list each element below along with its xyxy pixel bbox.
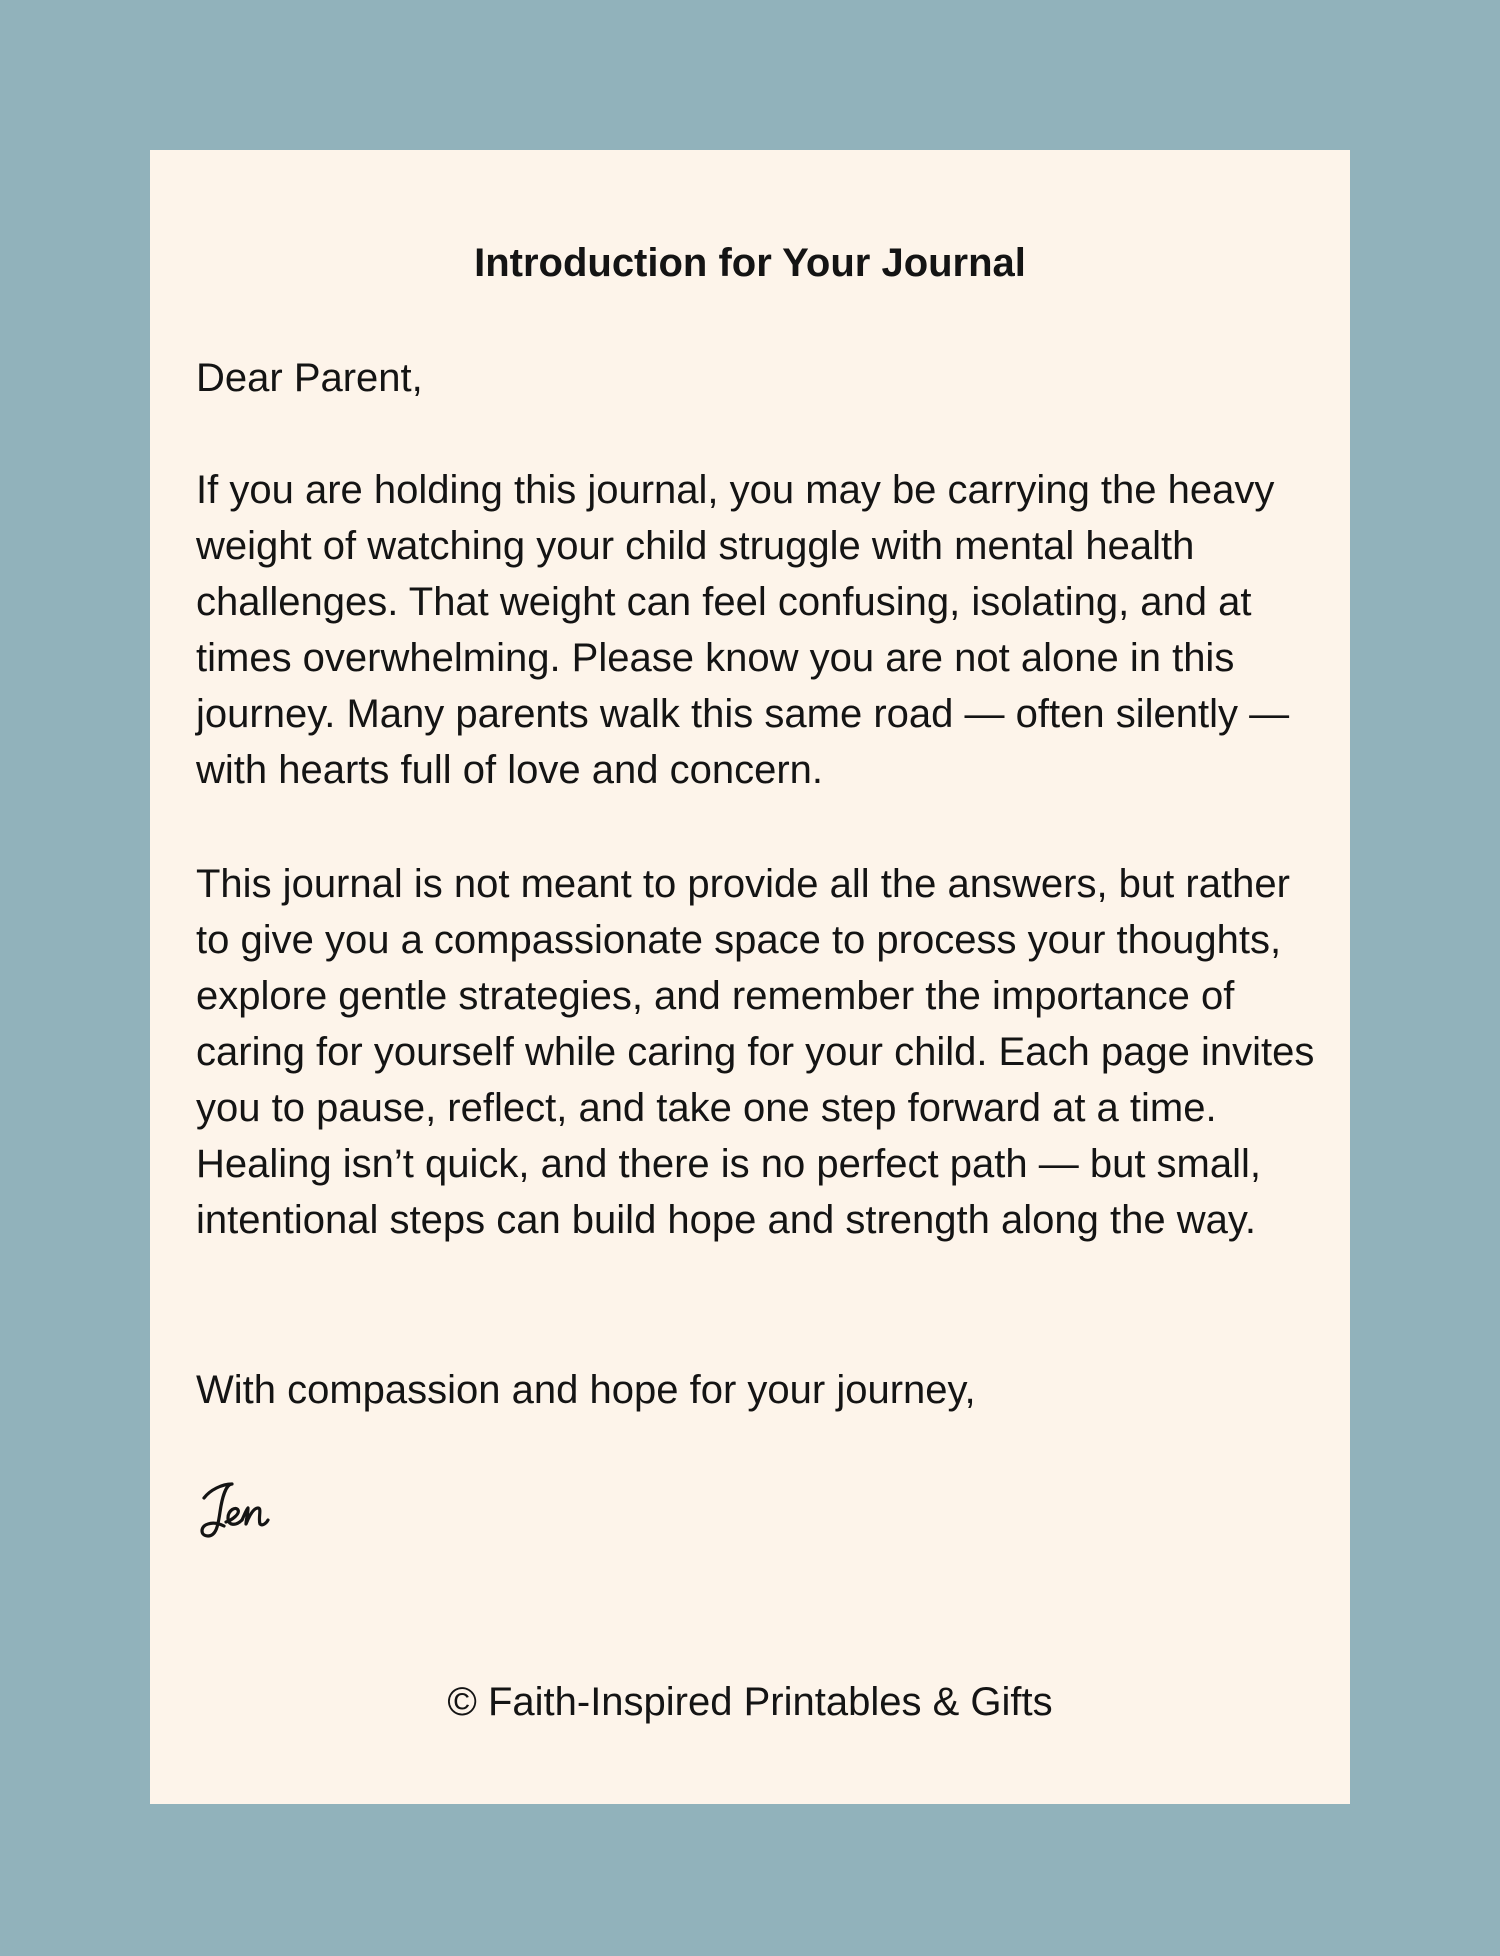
copyright-footer: © Faith-Inspired Printables & Gifts [447, 1680, 1053, 1724]
paragraph-purpose: This journal is not meant to provide all the answers, but rather to give you a compassionate space to process your thoughts, explore gentle strategies, and remember the importance of caring for yourself while caring for your child. Each page invites you to pause, reflect, and take one step forward at a time. Healing isn’t quick, and there is no perfect path — but small, intentional steps can build hope and strength along the way. [196, 862, 1315, 1242]
greeting: Dear Parent, [196, 356, 423, 400]
journal-page [150, 150, 1350, 1804]
page-title: Introduction for Your Journal [474, 241, 1026, 285]
closing-line: With compassion and hope for your journey, [196, 1368, 976, 1412]
paragraph-intro: If you are holding this journal, you may be carrying the heavy weight of watching your child struggle with mental health challenges. That weight can feel confusing, isolating, and at times overwhelming. Please know you are not alone in this journey. Many parents walk this same road — often silently — with hearts full of love and concern. [196, 468, 1290, 792]
handwritten-signature [196, 1468, 296, 1548]
